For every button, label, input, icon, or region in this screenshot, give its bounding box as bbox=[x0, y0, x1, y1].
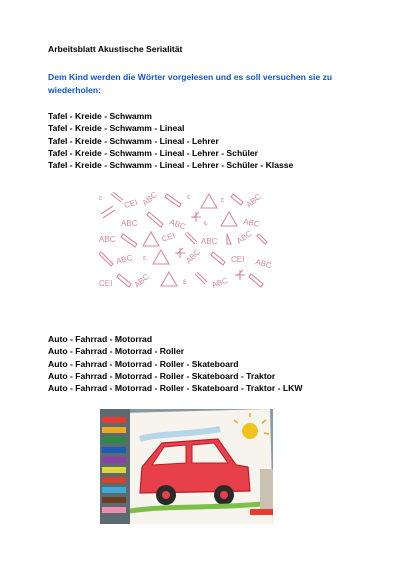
svg-text:ABC: ABC bbox=[168, 217, 187, 232]
svg-text:ε: ε bbox=[187, 194, 191, 201]
svg-text:ε: ε bbox=[221, 197, 225, 204]
vehicle-word-series bbox=[48, 333, 302, 394]
word-series-line: Auto - Fahrrad - Motorrad - Roller - Skateboard bbox=[48, 358, 239, 369]
car-drawing-image bbox=[100, 409, 273, 524]
abc-pattern-illustration bbox=[97, 190, 273, 294]
svg-text:ABC: ABC bbox=[254, 257, 273, 271]
svg-text:ε: ε bbox=[143, 255, 147, 262]
svg-text:ABC: ABC bbox=[99, 235, 116, 244]
school-word-series bbox=[48, 110, 293, 171]
svg-text:CEI: CEI bbox=[99, 279, 113, 288]
school-pattern-image bbox=[97, 190, 273, 294]
child-car-drawing bbox=[100, 409, 273, 524]
svg-text:CEI: CEI bbox=[123, 197, 139, 210]
svg-text:ABC: ABC bbox=[242, 217, 261, 229]
svg-text:ABC: ABC bbox=[234, 228, 254, 246]
svg-text:ABC: ABC bbox=[184, 247, 203, 266]
word-series-line: Auto - Fahrrad - Motorrad bbox=[48, 334, 153, 344]
svg-text:ABC: ABC bbox=[201, 237, 218, 246]
word-series-line: Tafel - Kreide - Schwamm - Lineal bbox=[48, 123, 185, 134]
svg-text:ε: ε bbox=[99, 195, 103, 202]
svg-text:ABC: ABC bbox=[244, 192, 263, 210]
word-series-line: Tafel - Kreide - Schwamm - Lineal - Lehrer bbox=[48, 135, 219, 146]
word-series-line: Tafel - Kreide - Schwamm - Lineal - Lehrer - Schüler bbox=[48, 147, 258, 158]
svg-text:ε: ε bbox=[183, 277, 187, 286]
word-series-line: Auto - Fahrrad - Motorrad - Roller bbox=[48, 346, 185, 357]
word-series-line: Tafel - Kreide - Schwamm bbox=[48, 111, 152, 121]
svg-text:ABC: ABC bbox=[132, 272, 151, 290]
worksheet-title: Arbeitsblatt Akustische Serialität bbox=[48, 44, 183, 54]
svg-text:ε: ε bbox=[201, 218, 210, 228]
svg-text:ABC: ABC bbox=[115, 252, 134, 266]
instruction-text: Dem Kind werden die Wörter vorgelesen und es soll versuchen sie zu wiederholen: bbox=[48, 72, 333, 95]
svg-text:ABC: ABC bbox=[121, 219, 138, 228]
svg-text:ABC: ABC bbox=[210, 275, 230, 290]
svg-text:CEI: CEI bbox=[231, 255, 245, 264]
word-series-line: Auto - Fahrrad - Motorrad - Roller - Skateboard - Traktor - LKW bbox=[48, 383, 303, 394]
word-series-line: Auto - Fahrrad - Motorrad - Roller - Skateboard - Traktor bbox=[48, 370, 276, 381]
svg-text:CEI: CEI bbox=[160, 230, 177, 244]
word-series-line: Tafel - Kreide - Schwamm - Lineal - Lehrer - Schüler - Klasse bbox=[48, 160, 294, 171]
svg-text:ABC: ABC bbox=[140, 190, 159, 208]
